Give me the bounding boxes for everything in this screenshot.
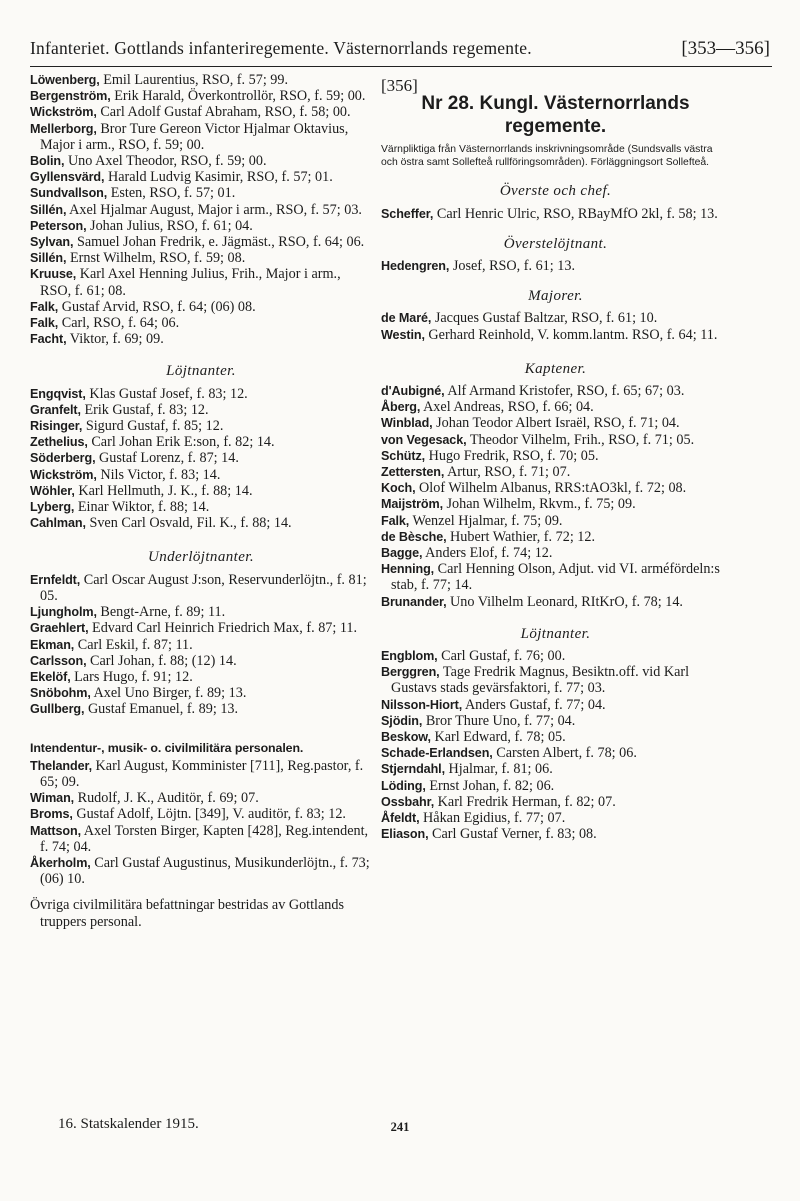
entry-details: Klas Gustaf Josef, f. 83; 12. xyxy=(89,385,248,402)
list-item xyxy=(381,383,730,399)
list-item xyxy=(381,206,730,222)
list-item xyxy=(30,218,372,234)
entry-details: Karl Fredrik Herman, f. 82; 07. xyxy=(437,793,616,810)
entry-name: Henning, xyxy=(381,562,435,577)
entry-name: Koch, xyxy=(381,481,416,496)
list-item xyxy=(381,545,730,561)
list-item xyxy=(381,594,730,610)
entry-details: Ernst Wilhelm, RSO, f. 59; 08. xyxy=(69,250,246,267)
entry-list xyxy=(381,206,730,222)
entry-name: Westin, xyxy=(381,327,425,342)
entry-details: Gustaf Emanuel, f. 89; 13. xyxy=(87,701,239,718)
entry-name: de Bèsche, xyxy=(381,529,447,544)
section-heading: Underlöjtnanter. xyxy=(148,549,254,566)
regiment-info: Värnpliktiga från Västernorrlands inskrivningsområde (Sundsvalls västra och östra samt Sollefteå rullföringsområden). Förläggningsort Sollefteå. xyxy=(381,144,713,168)
entry-details: Bror Thure Uno, f. 77; 04. xyxy=(425,712,576,729)
entry-details: Karl August, Komminister [711], Reg.pastor, f. 65; 09. xyxy=(40,757,364,790)
entry-name: Engblom, xyxy=(381,649,438,664)
entry-details: Johan Julius, RSO, f. 61; 04. xyxy=(90,217,253,234)
entry-details: Anders Gustaf, f. 77; 04. xyxy=(464,696,606,713)
page-number: 241 xyxy=(390,1120,410,1134)
entry-details: Erik Harald, Överkontrollör, RSO, f. 59; 00. xyxy=(114,88,366,105)
section-heading: Överste och chef. xyxy=(499,183,612,200)
entry-name: Sjödin, xyxy=(381,713,423,728)
list-item xyxy=(30,669,372,685)
entry-details: Karl Hellmuth, J. K., f. 88; 14. xyxy=(78,482,253,499)
list-item xyxy=(30,823,372,855)
entry-name: Eliason, xyxy=(381,827,429,842)
entry-details: Lars Hugo, f. 91; 12. xyxy=(74,668,193,685)
entry-details: Axel Andreas, RSO, f. 66; 04. xyxy=(423,399,594,416)
list-item xyxy=(30,483,372,499)
entry-name: Risinger, xyxy=(30,419,83,434)
entry-name: Brunander, xyxy=(381,594,447,609)
running-title: Infanteriet. Gottlands infanteriregemente. Västernorrlands regemente. xyxy=(30,38,532,58)
entry-details: Carl Gustaf Augustinus, Musikunderlöjtn., f. 73; (06) 10. xyxy=(40,854,370,888)
list-item xyxy=(381,664,730,696)
entry-details: Wenzel Hjalmar, f. 75; 09. xyxy=(412,512,563,529)
list-item xyxy=(381,697,730,713)
entry-details: Carl, RSO, f. 64; 06. xyxy=(61,315,180,332)
entry-list xyxy=(30,572,372,718)
entry-list xyxy=(381,258,730,274)
entry-details: Carl Gustaf Verner, f. 83; 08. xyxy=(432,826,597,843)
list-item xyxy=(30,701,372,717)
entry-name: Sylvan, xyxy=(30,235,74,250)
list-item xyxy=(381,794,730,810)
entry-list xyxy=(30,72,372,347)
entry-details: Carsten Albert, f. 78; 06. xyxy=(496,745,637,762)
list-item xyxy=(30,266,372,298)
section-heading: Intendentur-, musik- o. civilmilitära personalen. xyxy=(30,740,304,755)
entry-name: Nilsson-Hiort, xyxy=(381,697,463,712)
list-item xyxy=(30,88,372,104)
list-item xyxy=(30,202,372,218)
entry-details: Harald Ludvig Kasimir, RSO, f. 57; 01. xyxy=(107,169,333,186)
entry-details: Sven Carl Osvald, Fil. K., f. 88; 14. xyxy=(89,515,292,532)
entry-details: Carl Johan Erik E:son, f. 82; 14. xyxy=(91,434,275,451)
entry-name: Ljungholm, xyxy=(30,605,97,620)
entry-name: Ossbahr, xyxy=(381,794,435,809)
entry-details: Axel Torsten Birger, Kapten [428], Reg.intendent, f. 74; 04. xyxy=(40,822,369,855)
entry-name: Berggren, xyxy=(381,665,440,680)
entry-name: Stjerndahl, xyxy=(381,762,445,777)
list-item xyxy=(30,637,372,653)
list-item xyxy=(381,778,730,794)
list-item xyxy=(381,310,730,326)
entry-name: d'Aubigné, xyxy=(381,384,445,399)
list-item xyxy=(381,327,730,343)
entry-name: Zethelius, xyxy=(30,435,88,450)
entry-list xyxy=(30,758,372,888)
entry-list xyxy=(381,383,730,610)
list-item xyxy=(30,653,372,669)
list-item xyxy=(30,386,372,402)
entry-name: Sillén, xyxy=(30,251,67,266)
entry-details: Carl Johan, f. 88; (12) 14. xyxy=(90,652,237,669)
entry-details: Johan Wilhelm, Rkvm., f. 75; 09. xyxy=(446,496,636,513)
list-item xyxy=(381,464,730,480)
list-item xyxy=(30,572,372,604)
entry-name: Wöhler, xyxy=(30,483,75,498)
page-header xyxy=(30,38,770,64)
entry-details: Uno Axel Theodor, RSO, f. 59; 00. xyxy=(67,153,267,170)
entry-details: Håkan Egidius, f. 77; 07. xyxy=(423,810,566,827)
entry-details: Carl Oscar August J:son, Reservunderlöjtn., f. 81; 05. xyxy=(40,571,367,604)
entry-name: Zettersten, xyxy=(381,465,445,480)
list-item xyxy=(381,258,730,274)
list-item xyxy=(30,806,372,822)
header-rule xyxy=(30,66,772,67)
list-item xyxy=(30,758,372,790)
entry-name: Snöbohm, xyxy=(30,686,91,701)
entry-details: Josef, RSO, f. 61; 13. xyxy=(452,258,576,274)
entry-details: Gustaf Adolf, Löjtn. [349], V. auditör, f. 83; 12. xyxy=(76,806,346,823)
entry-name: Schütz, xyxy=(381,448,426,463)
list-item xyxy=(30,450,372,466)
entry-name: Kruuse, xyxy=(30,267,77,282)
list-item xyxy=(30,169,372,185)
entry-details: Karl Edward, f. 78; 05. xyxy=(434,729,566,746)
list-item xyxy=(381,745,730,761)
entry-name: Falk, xyxy=(30,299,59,314)
entry-details: Gerhard Reinhold, V. komm.lantm. RSO, f. 64; 11. xyxy=(428,326,718,343)
entry-name: Thelander, xyxy=(30,758,92,773)
page-reference: [356] xyxy=(381,76,418,95)
list-item xyxy=(381,415,730,431)
entry-name: Falk, xyxy=(381,513,410,528)
entry-name: von Vegesack, xyxy=(381,432,467,447)
entry-details: Viktor, f. 69; 09. xyxy=(69,331,164,348)
list-item xyxy=(381,480,730,496)
entry-name: Gullberg, xyxy=(30,702,85,717)
entry-name: Ekman, xyxy=(30,637,75,652)
entry-name: Ernfeldt, xyxy=(30,572,81,587)
entry-name: Åfeldt, xyxy=(381,811,420,826)
entry-name: Broms, xyxy=(30,807,73,822)
entry-name: Wickström, xyxy=(30,467,97,482)
entry-details: Olof Wilhelm Albanus, RRS:tAO3kl, f. 72; 08. xyxy=(419,480,687,497)
entry-details: Anders Elof, f. 74; 12. xyxy=(425,545,553,562)
entry-details: Axel Uno Birger, f. 89; 13. xyxy=(93,685,247,702)
entry-details: Edvard Carl Heinrich Friedrich Max, f. 87; 11. xyxy=(92,620,358,637)
list-item xyxy=(30,685,372,701)
section-heading: Löjtnanter. xyxy=(520,625,591,642)
list-item xyxy=(381,713,730,729)
list-item xyxy=(30,234,372,250)
entry-name: Mellerborg, xyxy=(30,121,97,136)
entry-name: Lyberg, xyxy=(30,500,75,515)
entry-details: Tage Fredrik Magnus, Besiktn.off. vid Karl Gustavs stads gevärsfaktori, f. 77; 03. xyxy=(391,664,690,697)
entry-details: Hugo Fredrik, RSO, f. 70; 05. xyxy=(428,447,599,464)
entry-details: Carl Henric Ulric, RSO, RBayMfO 2kl, f. 58; 13. xyxy=(436,205,718,222)
entry-details: Artur, RSO, f. 71; 07. xyxy=(447,464,571,481)
entry-details: Erik Gustaf, f. 83; 12. xyxy=(84,401,209,418)
entry-name: Carlsson, xyxy=(30,653,87,668)
entry-details: Alf Armand Kristofer, RSO, f. 65; 67; 03. xyxy=(447,383,685,400)
list-item xyxy=(381,496,730,512)
entry-details: Carl Adolf Gustaf Abraham, RSO, f. 58; 00. xyxy=(100,104,351,121)
entry-details: Esten, RSO, f. 57; 01. xyxy=(110,185,236,202)
entry-name: Scheffer, xyxy=(381,206,434,221)
list-item xyxy=(30,467,372,483)
entry-details: Emil Laurentius, RSO, f. 57; 99. xyxy=(103,72,289,88)
entry-name: Wiman, xyxy=(30,791,75,806)
list-item xyxy=(381,432,730,448)
left-column xyxy=(30,72,372,930)
entry-details: Samuel Johan Fredrik, e. Jägmäst., RSO, f. 64; 06. xyxy=(76,234,365,251)
entry-name: Mattson, xyxy=(30,823,81,838)
list-item xyxy=(381,826,730,842)
entry-name: Bagge, xyxy=(381,546,423,561)
entry-name: Wickström, xyxy=(30,105,97,120)
list-item xyxy=(30,104,372,120)
entry-name: Maijström, xyxy=(381,497,443,512)
section-heading: Löjtnanter. xyxy=(166,363,236,380)
entry-name: Hedengren, xyxy=(381,259,450,273)
entry-details: Rudolf, J. K., Auditör, f. 69; 07. xyxy=(77,790,259,807)
entry-list xyxy=(381,648,730,842)
entry-name: Cahlman, xyxy=(30,516,86,531)
entry-details: Nils Victor, f. 83; 14. xyxy=(100,466,221,483)
entry-name: Åberg, xyxy=(381,400,421,415)
entry-name: Bergenström, xyxy=(30,89,111,104)
entry-details: Sigurd Gustaf, f. 85; 12. xyxy=(85,418,224,435)
list-item xyxy=(30,315,372,331)
list-item xyxy=(381,810,730,826)
list-item xyxy=(30,121,372,153)
list-item xyxy=(30,855,372,887)
entry-details: Theodor Vilhelm, Frih., RSO, f. 71; 05. xyxy=(469,431,695,448)
note-text: Övriga civilmilitära befattningar bestridas av Gottlands truppers personal. xyxy=(30,897,345,930)
entry-name: Facht, xyxy=(30,332,67,347)
list-item xyxy=(30,620,372,636)
entry-details: Gustaf Arvid, RSO, f. 64; (06) 08. xyxy=(61,298,256,315)
list-item xyxy=(30,250,372,266)
entry-name: Granfelt, xyxy=(30,402,81,417)
entry-list xyxy=(381,310,730,342)
list-item xyxy=(381,513,730,529)
section-heading: Överstelöjtnant. xyxy=(503,235,608,252)
regiment-title: Nr 28. Kungl. Västernorrlands regemente. xyxy=(421,93,690,138)
entry-name: Gyllensvärd, xyxy=(30,170,105,185)
list-item xyxy=(30,72,372,88)
entry-name: Ekelöf, xyxy=(30,669,71,684)
entry-name: Åkerholm, xyxy=(30,855,91,870)
entry-name: Sillén, xyxy=(30,202,67,217)
entry-name: Falk, xyxy=(30,316,59,331)
list-item xyxy=(30,515,372,531)
entry-name: Sundvallson, xyxy=(30,186,108,201)
list-item xyxy=(30,402,372,418)
footer-text: 16. Statskalender 1915. xyxy=(58,1116,199,1132)
entry-name: Söderberg, xyxy=(30,451,96,466)
list-item xyxy=(381,448,730,464)
section-heading: Kaptener. xyxy=(524,360,587,377)
right-column xyxy=(381,72,730,843)
page-range: [353—356] xyxy=(681,38,770,59)
entry-name: Löding, xyxy=(381,778,426,793)
list-item xyxy=(30,418,372,434)
entry-details: Bror Ture Gereon Victor Hjalmar Oktavius, Major i arm., RSO, f. 59; 00. xyxy=(40,120,349,153)
entry-name: Winblad, xyxy=(381,416,433,431)
entry-details: Bengt-Arne, f. 89; 11. xyxy=(100,604,226,621)
list-item xyxy=(381,761,730,777)
list-item xyxy=(30,499,372,515)
entry-name: Engqvist, xyxy=(30,386,86,401)
entry-details: Jacques Gustaf Baltzar, RSO, f. 61; 10. xyxy=(434,310,658,327)
entry-details: Karl Axel Henning Julius, Frih., Major i arm., RSO, f. 61; 08. xyxy=(40,266,341,299)
list-item xyxy=(381,561,730,593)
list-item xyxy=(381,648,730,664)
list-item xyxy=(381,529,730,545)
list-item xyxy=(30,331,372,347)
entry-name: Bolin, xyxy=(30,154,65,169)
entry-details: Carl Gustaf, f. 76; 00. xyxy=(441,648,566,665)
list-item xyxy=(381,729,730,745)
entry-name: de Maré, xyxy=(381,311,432,326)
entry-details: Uno Vilhelm Leonard, RItKrO, f. 78; 14. xyxy=(450,593,683,610)
entry-details: Ernst Johan, f. 82; 06. xyxy=(429,777,555,794)
list-item xyxy=(381,399,730,415)
entry-details: Hubert Wathier, f. 72; 12. xyxy=(450,528,596,545)
list-item xyxy=(30,434,372,450)
entry-details: Johan Teodor Albert Israël, RSO, f. 71; 04. xyxy=(436,415,680,432)
entry-details: Axel Hjalmar August, Major i arm., RSO, f. 57; 03. xyxy=(69,201,362,218)
entry-name: Graehlert, xyxy=(30,621,89,636)
entry-name: Beskow, xyxy=(381,730,431,745)
entry-details: Einar Wiktor, f. 88; 14. xyxy=(77,499,210,516)
entry-name: Peterson, xyxy=(30,218,87,233)
list-item xyxy=(30,604,372,620)
list-item xyxy=(30,790,372,806)
list-item xyxy=(30,153,372,169)
entry-details: Carl Eskil, f. 87; 11. xyxy=(77,636,193,653)
section-heading: Majorer. xyxy=(528,288,583,305)
entry-details: Gustaf Lorenz, f. 87; 14. xyxy=(99,450,239,467)
entry-details: Carl Henning Olson, Adjut. vid VI. arméfördeln:s stab, f. 77; 14. xyxy=(391,561,720,594)
list-item xyxy=(30,299,372,315)
entry-name: Löwenberg, xyxy=(30,73,100,87)
entry-details: Hjalmar, f. 81; 06. xyxy=(448,761,553,778)
list-item xyxy=(30,185,372,201)
entry-list xyxy=(30,386,372,532)
entry-name: Schade-Erlandsen, xyxy=(381,746,493,761)
